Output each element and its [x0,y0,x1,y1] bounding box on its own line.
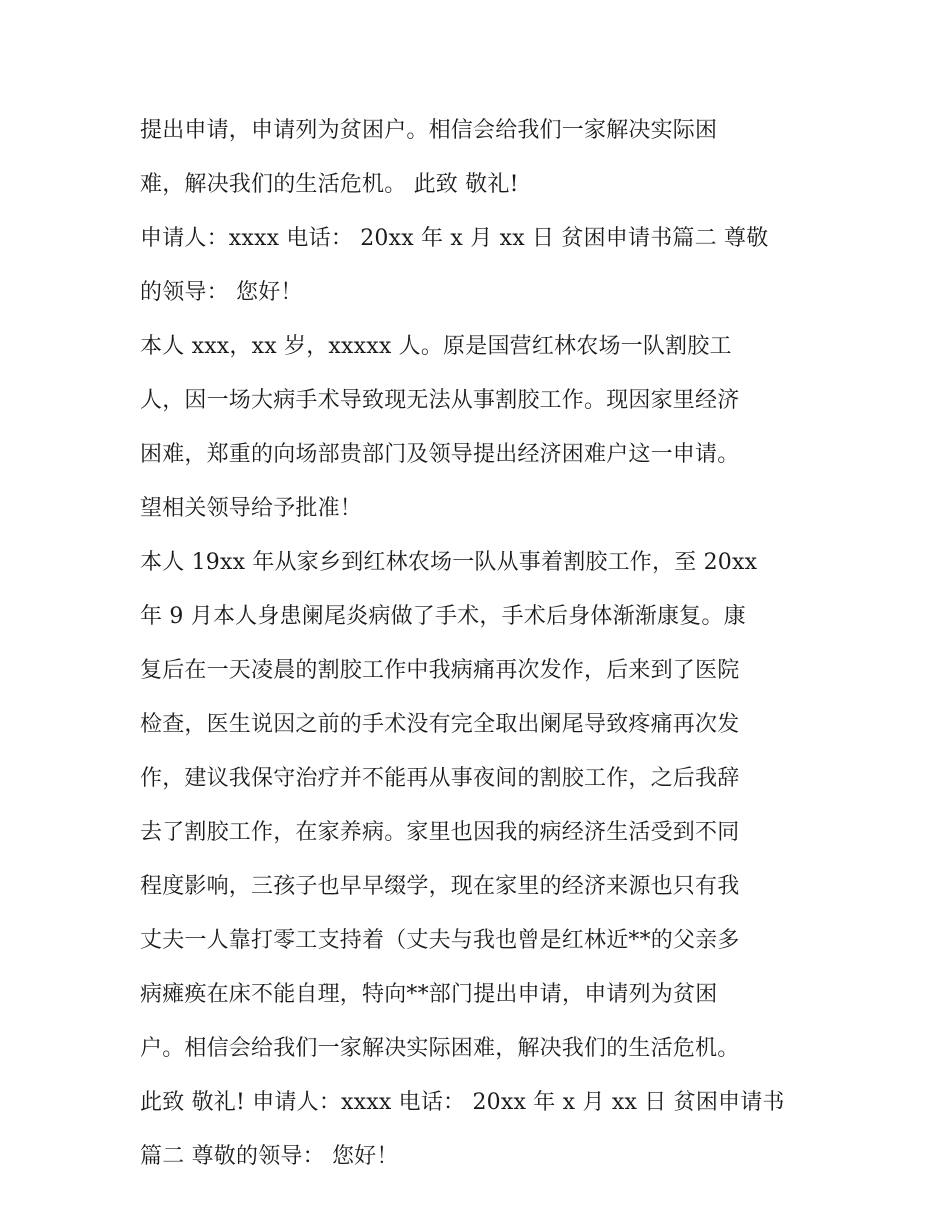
text-line-2: 难，解决我们的生活危机。 此致 敬礼! [140,172,519,197]
text-line-3: 申请人：xxxx 电话： 20xx 年 x 月 xx 日 贫困申请书篇二 尊敬 [140,226,769,251]
text-line-9: 本人 19xx 年从家乡到红林农场一队从事着割胶工作，至 20xx [140,550,758,575]
text-line-4: 的领导： 您好！ [140,280,303,305]
text-line-10: 年 9 月本人身患阑尾炎病做了手术，手术后身体渐渐康复。康 [140,604,746,629]
text-line-1: 提出申请，申请列为贫困户。相信会给我们一家解决实际困 [140,118,718,143]
text-line-8: 望相关领导给予批准！ [140,496,363,521]
text-line-5: 本人 xxx，xx 岁，xxxxx 人。原是国营红林农场一队割胶工 [140,334,732,359]
text-line-7: 困难，郑重的向场部贵部门及领导提出经济困难户这一申请。 [140,442,740,467]
text-line-6: 人，因一场大病手术导致现无法从事割胶工作。现因家里经济 [140,388,740,413]
text-line-17: 病瘫痪在床不能自理，特向**部门提出申请，申请列为贫困 [140,982,718,1007]
text-line-15: 程度影响，三孩子也早早缀学，现在家里的经济来源也只有我 [140,874,740,899]
document-body [140,104,820,1184]
text-line-14: 去了割胶工作，在家养病。家里也因我的病经济生活受到不同 [140,820,740,845]
text-line-19: 此致 敬礼! 申请人：xxxx 电话： 20xx 年 x 月 xx 日 贫困申请书 [140,1090,785,1115]
text-line-16: 丈夫一人靠打零工支持着（丈夫与我也曾是红林近**的父亲多 [140,928,740,953]
text-line-20: 篇二 尊敬的领导： 您好！ [140,1144,399,1169]
text-line-12: 检查，医生说因之前的手术没有完全取出阑尾导致疼痛再次发 [140,712,740,737]
text-line-13: 作，建议我保守治疗并不能再从事夜间的割胶工作，之后我辞 [140,766,740,791]
text-line-11: 复后在一天凌晨的割胶工作中我病痛再次发作，后来到了医院 [140,658,740,683]
text-line-18: 户。相信会给我们一家解决实际困难，解决我们的生活危机。 [140,1036,740,1061]
